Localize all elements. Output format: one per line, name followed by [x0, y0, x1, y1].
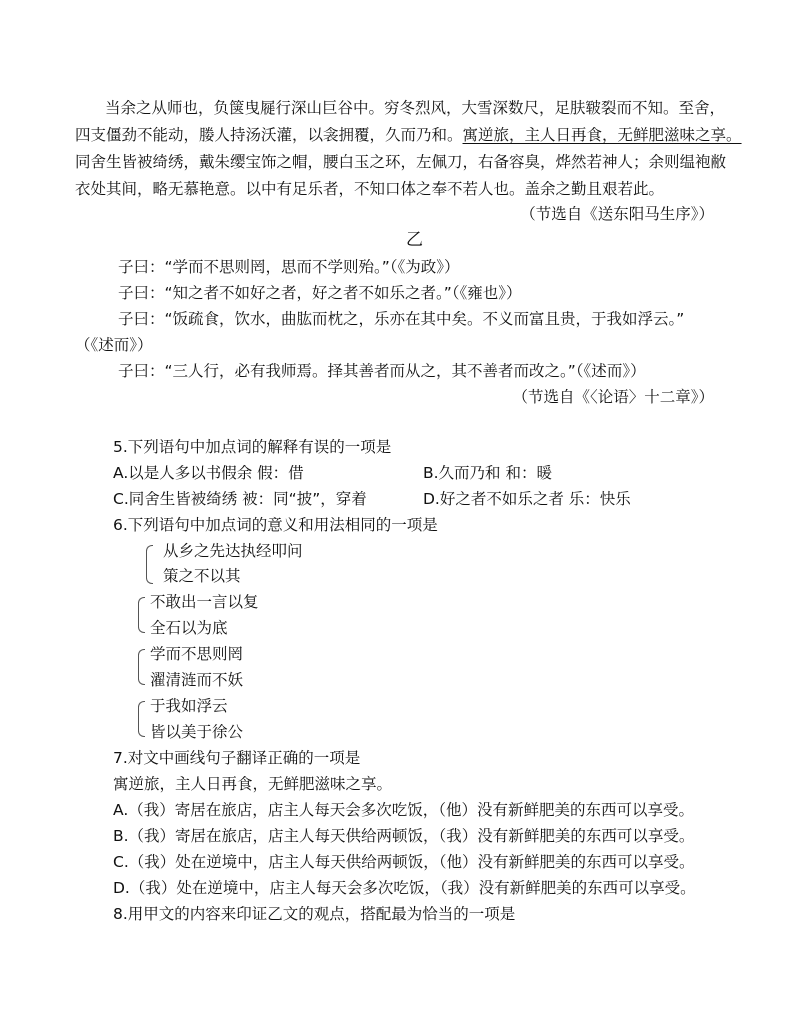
q6-pair-3-b: 濯清涟而不妖: [150, 671, 244, 689]
q6-pair-4-a: 于我如浮云: [150, 697, 228, 715]
underlined-sentence: 寓逆旅，主人日再食，无鲜肥滋味之享。: [462, 126, 742, 144]
q5-option-a: A.以是人多以书假余 假：借: [113, 464, 304, 482]
q6-pair-1-a: 从乡之先达执经叩问: [163, 542, 303, 560]
q6-pair-3-a: 学而不思则罔: [150, 645, 244, 663]
jia-line-1: 当余之从师也，负箧曳屣行深山巨谷中。穷冬烈风，大雪深数尺，足肤皲裂而不知。至舍，: [105, 99, 726, 117]
q5-option-b: B.久而乃和 和：暖: [423, 464, 552, 482]
q7-sentence: 寓逆旅，主人日再食，无鲜肥滋味之享。: [113, 775, 393, 793]
q6-pair-4-bracket: [138, 701, 145, 737]
yi-quote-3-source: （《述而》）: [75, 336, 153, 354]
q6-pair-2-bracket: [138, 597, 145, 633]
q5-stem: 5.下列语句中加点词的解释有误的一项是: [113, 438, 392, 456]
q6-pair-3-bracket: [138, 649, 145, 685]
q7-stem: 7.对文中画线句子翻译正确的一项是: [113, 749, 361, 767]
yi-quote-2: 子曰：“知之者不如好之者，好之者不如乐之者。”（《雍也》）: [118, 284, 522, 302]
q6-pair-4-b: 皆以美于徐公: [150, 723, 244, 741]
q7-option-d: D.（我）处在逆境中，店主人每天会多次吃饭，（我）没有新鲜肥美的东西可以享受。: [113, 879, 696, 897]
jia-source: （节选自《送东阳马生序》）: [520, 205, 714, 223]
q6-pair-2-b: 全石以为底: [150, 619, 228, 637]
q6-pair-1-b: 策之不以其: [163, 567, 241, 585]
q7-option-a: A.（我）寄居在旅店，店主人每天会多次吃饭，（他）没有新鲜肥美的东西可以享受。: [113, 801, 695, 819]
jia-line-3: 同舍生皆被绮绣，戴朱缨宝饰之帽，腰白玉之环，左佩刀，右备容臭，烨然若神人；余则缊袍敝: [75, 153, 727, 171]
yi-source: （节选自《〈论语〉十二章》）: [512, 388, 714, 406]
q6-pair-1-bracket: [146, 545, 153, 584]
yi-title: 乙: [406, 230, 423, 250]
jia-line-2-text: 四支僵劲不能动，媵人持汤沃灌，以衾拥覆，久而乃和。: [75, 126, 463, 144]
q5-option-c: C.同舍生皆被绮绣 被：同“披”，穿着: [113, 490, 367, 508]
q6-stem: 6.下列语句中加点词的意义和用法相同的一项是: [113, 516, 438, 534]
q6-pair-2-a: 不敢出一言以复: [150, 593, 259, 611]
q7-option-b: B.（我）寄居在旅店，店主人每天供给两顿饭，（我）没有新鲜肥美的东西可以享受。: [113, 827, 695, 845]
yi-quote-4: 子曰：“三人行，必有我师焉。择其善者而从之，其不善者而改之。”（《述而》）: [118, 362, 646, 380]
q7-option-c: C.（我）处在逆境中，店主人每天供给两顿饭，（他）没有新鲜肥美的东西可以享受。: [113, 853, 695, 871]
jia-line-2: [75, 125, 742, 145]
yi-quote-1: 子曰：“学而不思则罔，思而不学则殆。”（《为政》）: [118, 258, 460, 276]
jia-line-4: 衣处其间，略无慕艳意。以中有足乐者，不知口体之奉不若人也。盖余之勤且艰若此。: [75, 180, 665, 198]
q8-stem: 8.用甲文的内容来印证乙文的观点，搭配最为恰当的一项是: [113, 905, 516, 923]
yi-quote-3: 子曰：“饭疏食，饮水，曲肱而枕之，乐亦在其中矣。不义而富且贵，于我如浮云。”: [118, 310, 685, 328]
q5-option-d: D.好之者不如乐之者 乐：快乐: [423, 490, 631, 508]
